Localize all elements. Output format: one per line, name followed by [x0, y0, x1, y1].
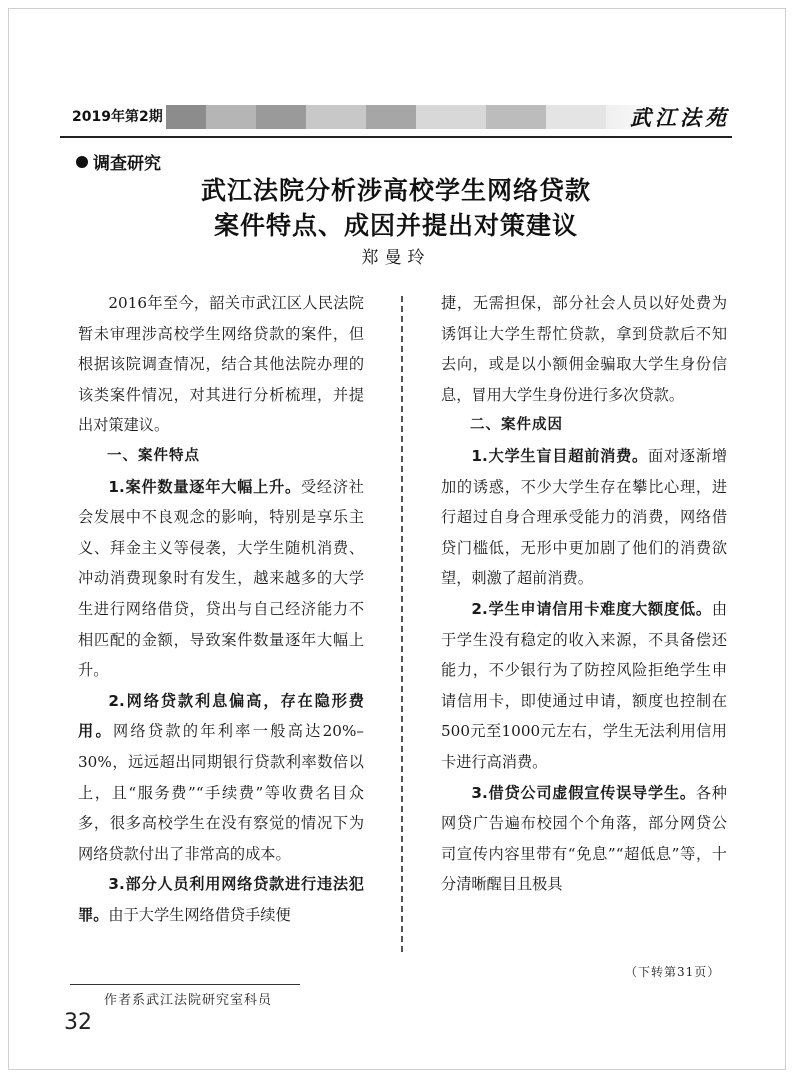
paragraph-feature-2: [78, 686, 364, 870]
paragraph-cause-3: [441, 778, 727, 900]
author-footnote: 作者系武江法院研究室科员: [104, 993, 273, 1008]
header-gradient-bar: [166, 105, 686, 129]
left-column: [78, 288, 364, 930]
section-heading-features: 一、案件特点: [107, 447, 200, 464]
title-line-1: 武江法院分析涉高校学生网络贷款: [200, 176, 591, 205]
paragraph-continued: 捷，无需担保，部分社会人员以好处费为诱饵让大学生帮忙贷款，拿到贷款后不知去向，或是以小额佣金骗取大学生身份信息，冒用大学生身份进行多次贷款。: [441, 294, 727, 404]
paragraph-cause-1: [441, 441, 727, 594]
lead-cause-3: 3.借贷公司虚假宣传误导学生。: [471, 783, 696, 802]
header-rule: [60, 136, 732, 138]
continued-note: （下转第31页）: [625, 965, 721, 979]
column-divider: [401, 296, 403, 952]
text-feature-2: 网络贷款的年利率一般高达20%–30%，远远超出同期银行贷款利率数倍以上，且“服务费”“手续费”等收费名目众多，很多高校学生在没有察觉的情况下为网络贷款付出了非常高的成本。: [78, 722, 364, 863]
title-line-2: 案件特点、成因并提出对策建议: [213, 211, 578, 240]
text-cause-3: 各种网贷广告遍布校园个个角落，部分网贷公司宣传内容里带有“免息”“超低息”等，十分清晰醒目且极具: [441, 783, 727, 894]
paragraph-cause-2: [441, 594, 727, 778]
lead-feature-3: 3.部分人员利用网络贷款进行违法犯罪。: [78, 875, 364, 924]
right-column: [441, 288, 727, 900]
text-cause-1: 面对逐渐增加的诱惑，不少大学生存在攀比心理，进行超过自身合理承受能力的消费，网络借贷门槛低，无形中更加剧了他们的消费欲望，刺激了超前消费。: [441, 446, 728, 588]
text-feature-3: 由于大学生网络借贷手续便: [108, 905, 291, 924]
issue-label: 2019年第2期: [72, 109, 163, 125]
masthead-title: 武江法苑: [630, 105, 730, 130]
footnote-rule: [70, 984, 300, 985]
lead-cause-2: 2.学生申请信用卡难度大额度低。: [471, 599, 712, 618]
lead-feature-1: 1.案件数量逐年大幅上升。: [108, 477, 301, 496]
paragraph-feature-3: [78, 869, 364, 930]
section-tag-label: 调查研究: [93, 154, 161, 174]
text-cause-2: 由于学生没有稳定的收入来源，不具备偿还能力，不少银行为了防控风险拒绝学生申请信用卡，即使通过申请，额度也控制在500元至1000元左右，学生无法利用信用卡进行高消费。: [441, 599, 727, 771]
author-name: 郑曼玲: [361, 248, 431, 268]
bullet-icon: [76, 156, 88, 168]
article-title: [60, 173, 732, 243]
text-feature-1: 受经济社会发展中不良观念的影响，特别是享乐主义、拜金主义等侵袭，大学生随机消费、冲动消费现象时有发生，越来越多的大学生进行网络借贷，贷出与自己经济能力不相匹配的金额，导致案件数量逐年大幅上升。: [78, 477, 364, 680]
intro-paragraph: 2016年至今，韶关市武江区人民法院暂未审理涉高校学生网络贷款的案件，但根据该院调查情况，结合其他法院办理的该类案件情况，对其进行分析梳理，并提出对策建议。: [78, 294, 364, 435]
page-header: [60, 100, 732, 134]
paragraph-feature-1: [78, 472, 364, 686]
lead-cause-1: 1.大学生盲目超前消费。: [471, 446, 649, 465]
section-heading-causes: 二、案件成因: [470, 417, 563, 434]
section-tag: [76, 149, 161, 174]
lead-feature-2: 2.网络贷款利息偏高，存在隐形费用。: [78, 691, 364, 741]
page-number: 32: [64, 1010, 92, 1035]
